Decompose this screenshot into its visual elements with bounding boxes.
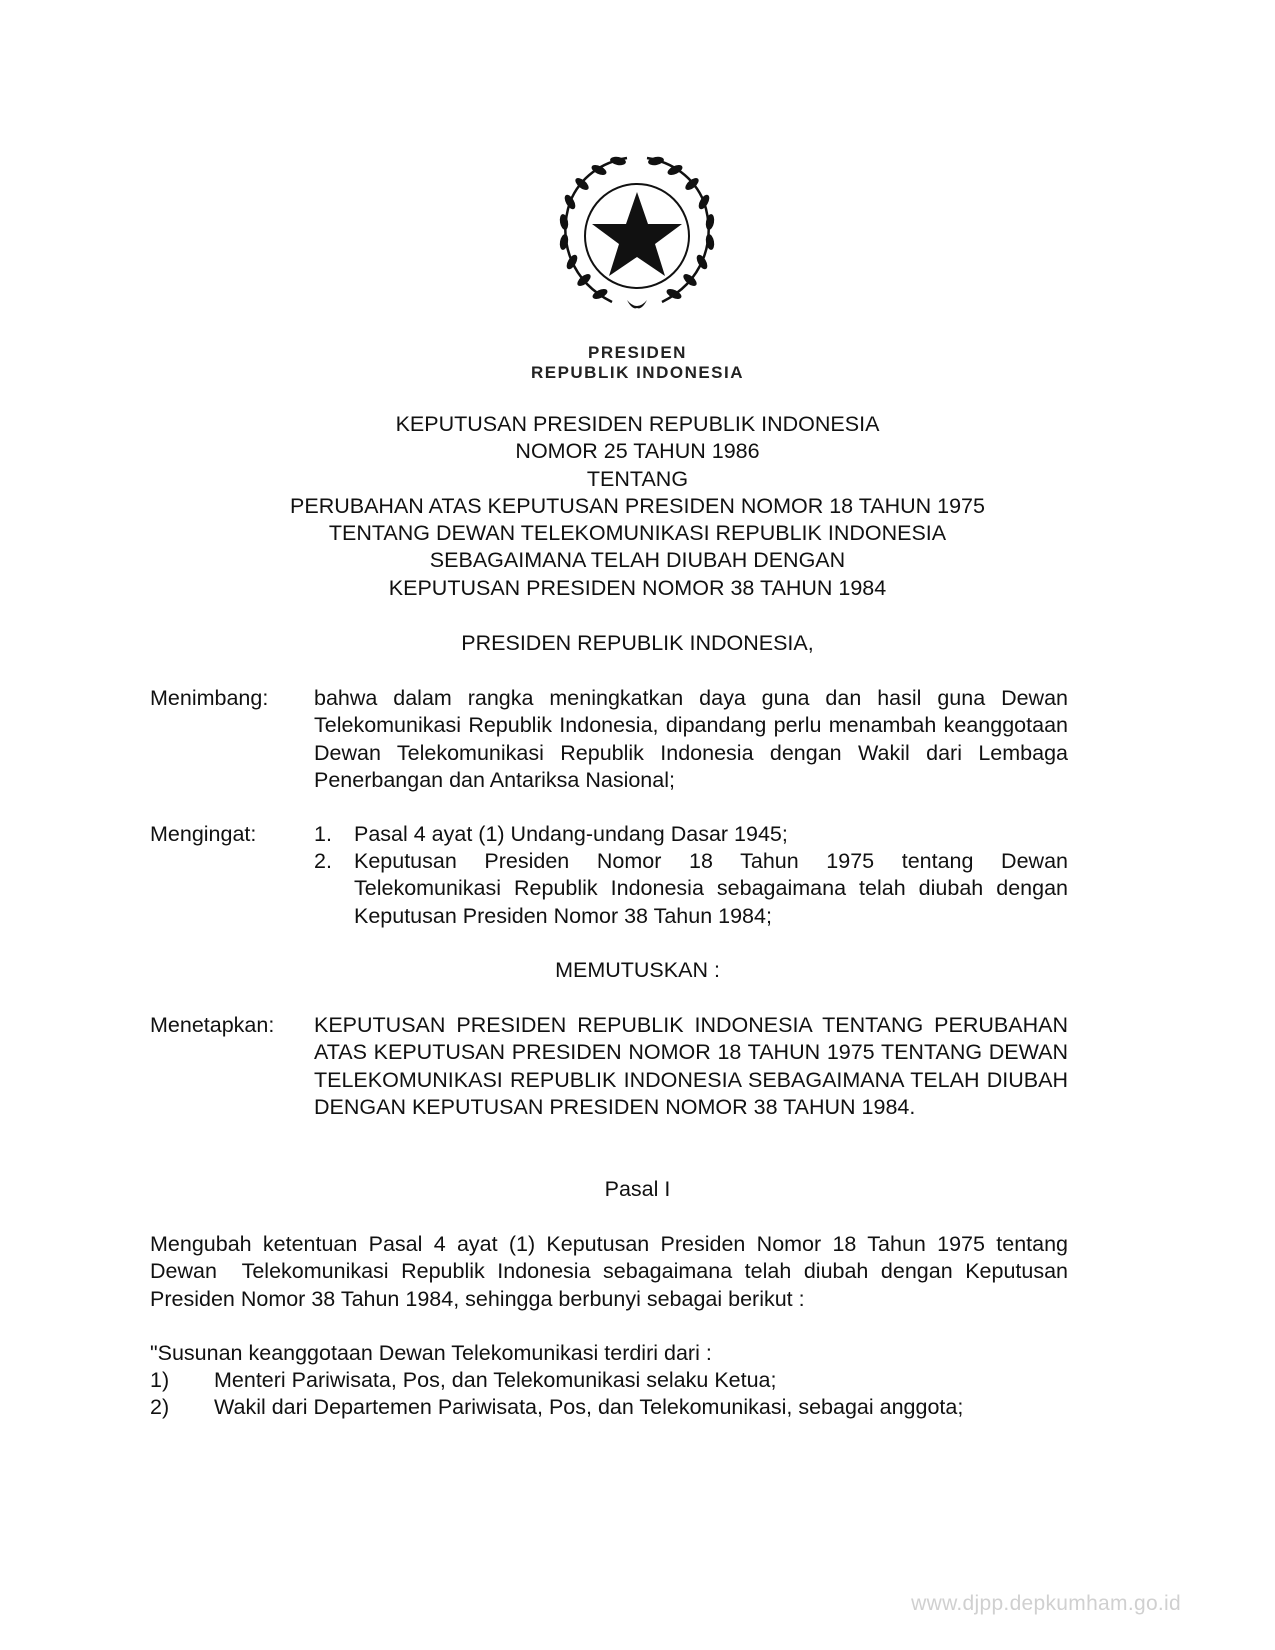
- issuer-heading: PRESIDEN REPUBLIK INDONESIA,: [461, 631, 814, 655]
- mengingat-item-2-number: 2.: [314, 849, 332, 873]
- pasal-text: Mengubah ketentuan Pasal 4 ayat (1) Keputusan Presiden Nomor 18 Tahun 1975 tentang Dewan Telekomunikasi Republik Indonesia sebagaimana telah diubah dengan Keputusan Presiden Nomor 38 Tahun 1984, sehingga berbunyi sebagai berikut :: [150, 1232, 1074, 1311]
- presidential-seal-emblem: [552, 152, 722, 320]
- memutuskan-heading: MEMUTUSKAN :: [555, 958, 720, 982]
- susunan-item-2-number: 2): [150, 1395, 170, 1419]
- watermark-url: www.djpp.depkumham.go.id: [911, 1592, 1181, 1615]
- star-wreath-icon: [552, 152, 722, 320]
- title-line-3: TENTANG: [586, 466, 689, 491]
- office-heading: [400, 343, 875, 383]
- menimbang-label: Menimbang:: [150, 686, 269, 710]
- title-line-1: KEPUTUSAN PRESIDEN REPUBLIK INDONESIA: [395, 412, 880, 436]
- office-line-2: REPUBLIK INDONESIA: [530, 363, 745, 382]
- susunan-item-1-text: Menteri Pariwisata, Pos, dan Telekomunikasi selaku Ketua;: [214, 1368, 777, 1392]
- title-line-6: SEBAGAIMANA TELAH DIUBAH DENGAN: [429, 548, 846, 573]
- pasal-heading: Pasal I: [604, 1177, 671, 1201]
- title-line-4: PERUBAHAN ATAS KEPUTUSAN PRESIDEN NOMOR 18 TAHUN 1975: [290, 493, 985, 518]
- office-line-1: PRESIDEN: [588, 343, 687, 362]
- title-line-5: TENTANG DEWAN TELEKOMUNIKASI REPUBLIK INDONESIA: [328, 521, 947, 546]
- susunan-intro: "Susunan keanggotaan Dewan Telekomunikasi terdiri dari :: [150, 1341, 712, 1365]
- menimbang-text: bahwa dalam rangka meningkatkan daya guna dan hasil guna Dewan Telekomunikasi Republik Indonesia, dipandang perlu menambah keanggotaan Dewan Telekomunikasi Republik Indonesia dengan Wakil dari Lembaga Penerbangan dan Antariksa Nasional;: [314, 686, 1068, 792]
- mengingat-item-1-text: Pasal 4 ayat (1) Undang-undang Dasar 1945;: [354, 822, 788, 846]
- menetapkan-label: Menetapkan:: [150, 1013, 275, 1037]
- menetapkan-text: KEPUTUSAN PRESIDEN REPUBLIK INDONESIA TENTANG PERUBAHAN ATAS KEPUTUSAN PRESIDEN NOMOR 18 TAHUN 1975 TENTANG DEWAN TELEKOMUNIKASI REPUBLIK INDONESIA SEBAGAIMANA TELAH DIUBAH DENGAN KEPUTUSAN PRESIDEN NOMOR 38 TAHUN 1984.: [314, 1013, 1068, 1119]
- title-line-2: NOMOR 25 TAHUN 1986: [515, 439, 760, 464]
- susunan-item-1-number: 1): [150, 1368, 170, 1392]
- mengingat-item-2-text: Keputusan Presiden Nomor 18 Tahun 1975 tentang Dewan Telekomunikasi Republik Indonesia sebagaimana telah diubah dengan Keputusan Presiden Nomor 38 Tahun 1984;: [354, 849, 1068, 928]
- title-line-7: KEPUTUSAN PRESIDEN NOMOR 38 TAHUN 1984: [388, 575, 887, 600]
- mengingat-label: Mengingat:: [150, 822, 257, 846]
- mengingat-item-1-number: 1.: [314, 822, 332, 846]
- document-title: [160, 411, 1115, 602]
- susunan-item-2-text: Wakil dari Departemen Pariwisata, Pos, dan Telekomunikasi, sebagai anggota;: [214, 1395, 964, 1419]
